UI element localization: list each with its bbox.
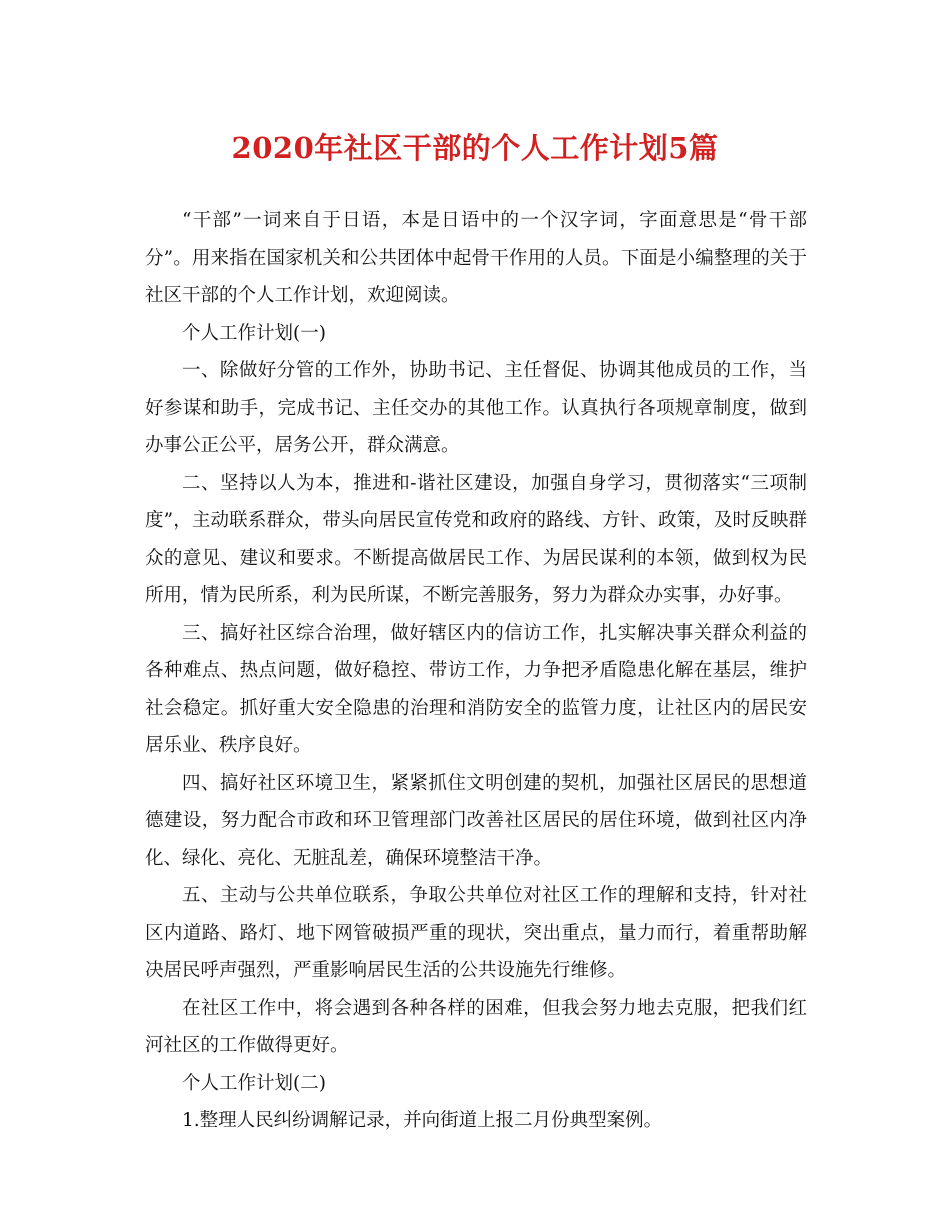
paragraph-intro: “干部”一词来自于日语，本是日语中的一个汉字词，字面意思是“骨干部分”。用来指在国家机关和公共团体中起骨干作用的人员。下面是小编整理的关于社区干部的个人工作计划，欢迎阅读。 [145, 210, 807, 306]
section-heading-plan-1: 个人工作计划(一) [182, 322, 326, 344]
paragraph-item-5: 五、主动与公共单位联系，争取公共单位对社区工作的理解和支持，针对社区内道路、路灯、地下网管破损严重的现状，突出重点，量力而行，着重帮助解决居民呼声强烈，严重影响居民生活的公共设施先行维修。 [145, 885, 807, 981]
paragraph-item-3: 三、搞好社区综合治理，做好辖区内的信访工作，扎实解决事关群众利益的各种难点、热点问题，做好稳控、带访工作，力争把矛盾隐患化解在基层，维护社会稳定。抓好重大安全隐患的治理和消防安全的监管力度，让社区内的居民安居乐业、秩序良好。 [145, 622, 807, 756]
paragraph-item-1: 一、除做好分管的工作外，协助书记、主任督促、协调其他成员的工作，当好参谋和助手，完成书记、主任交办的其他工作。认真执行各项规章制度，做到办事公正公平，居务公开，群众满意。 [145, 360, 807, 456]
section-heading-plan-2: 个人工作计划(二) [182, 1072, 326, 1094]
document-title: 2020年社区干部的个人工作计划5篇 [231, 131, 719, 165]
paragraph-conclusion: 在社区工作中，将会遇到各种各样的困难，但我会努力地去克服，把我们红河社区的工作做得更好。 [145, 997, 807, 1056]
paragraph-item-2: 二、坚持以人为本，推进和-谐社区建设，加强自身学习，贯彻落实“三项制度”，主动联系群众，带头向居民宣传党和政府的路线、方针、政策，及时反映群众的意见、建议和要求。不断提高做居民工作、为居民谋利的本领，做到权为民所用，情为民所系，利为民所谋，不断完善服务，努力为群众办实事，办好事。 [145, 472, 807, 606]
document-body [145, 202, 807, 1140]
paragraph-plan-2-item-1: 1.整理人民纠纷调解记录，并向街道上报二月份典型案例。 [182, 1110, 663, 1131]
paragraph-item-4: 四、搞好社区环境卫生，紧紧抓住文明创建的契机，加强社区居民的思想道德建设，努力配合市政和环卫管理部门改善社区居民的居住环境，做到社区内净化、绿化、亮化、无脏乱差，确保环境整洁干净。 [145, 772, 807, 869]
